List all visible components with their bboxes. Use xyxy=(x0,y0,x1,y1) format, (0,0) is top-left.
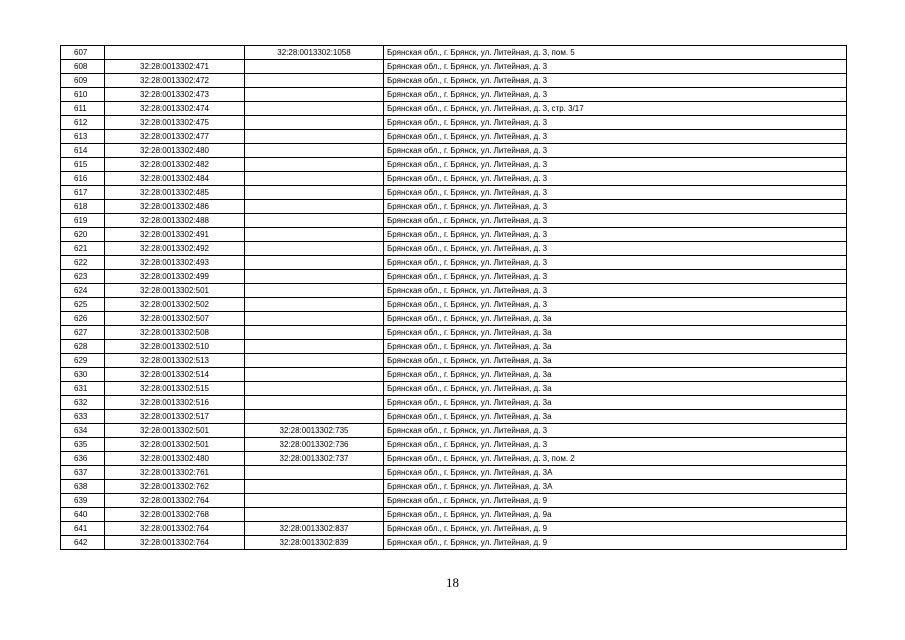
row-number-cell: 629 xyxy=(61,354,105,368)
row-number-cell: 637 xyxy=(61,466,105,480)
table-row xyxy=(61,228,847,242)
row-number-cell: 635 xyxy=(61,438,105,452)
object-number-cell xyxy=(245,480,384,494)
address-cell: Брянская обл., г. Брянск, ул. Литейная, д. 3 xyxy=(384,88,847,102)
parcel-number-cell: 32:28:0013302:507 xyxy=(105,312,245,326)
parcel-number-cell: 32:28:0013302:474 xyxy=(105,102,245,116)
address-cell: Брянская обл., г. Брянск, ул. Литейная, д. 3а xyxy=(384,340,847,354)
object-number-cell xyxy=(245,396,384,410)
object-number-cell xyxy=(245,214,384,228)
row-number-cell: 622 xyxy=(61,256,105,270)
parcel-number-cell: 32:28:0013302:480 xyxy=(105,452,245,466)
row-number-cell: 638 xyxy=(61,480,105,494)
row-number-cell: 620 xyxy=(61,228,105,242)
parcel-number-cell: 32:28:0013302:764 xyxy=(105,536,245,550)
table-row xyxy=(61,214,847,228)
object-number-cell xyxy=(245,298,384,312)
table-row xyxy=(61,60,847,74)
row-number-cell: 615 xyxy=(61,158,105,172)
address-cell: Брянская обл., г. Брянск, ул. Литейная, д. 3 xyxy=(384,172,847,186)
parcel-number-cell: 32:28:0013302:477 xyxy=(105,130,245,144)
address-cell: Брянская обл., г. Брянск, ул. Литейная, д. 3а xyxy=(384,410,847,424)
row-number-cell: 612 xyxy=(61,116,105,130)
object-number-cell xyxy=(245,270,384,284)
table-row xyxy=(61,466,847,480)
object-number-cell xyxy=(245,326,384,340)
parcel-number-cell: 32:28:0013302:764 xyxy=(105,494,245,508)
object-number-cell xyxy=(245,172,384,186)
object-number-cell xyxy=(245,354,384,368)
object-number-cell xyxy=(245,88,384,102)
address-cell: Брянская обл., г. Брянск, ул. Литейная, д. 9 xyxy=(384,494,847,508)
object-number-cell xyxy=(245,74,384,88)
address-cell: Брянская обл., г. Брянск, ул. Литейная, д. 3, пом. 2 xyxy=(384,452,847,466)
object-number-cell xyxy=(245,242,384,256)
table-row xyxy=(61,396,847,410)
object-number-cell xyxy=(245,466,384,480)
parcel-number-cell: 32:28:0013302:493 xyxy=(105,256,245,270)
row-number-cell: 625 xyxy=(61,298,105,312)
table-row xyxy=(61,284,847,298)
table-row xyxy=(61,452,847,466)
address-cell: Брянская обл., г. Брянск, ул. Литейная, д. 3 xyxy=(384,116,847,130)
row-number-cell: 614 xyxy=(61,144,105,158)
row-number-cell: 613 xyxy=(61,130,105,144)
object-number-cell xyxy=(245,340,384,354)
parcel-number-cell: 32:28:0013302:475 xyxy=(105,116,245,130)
parcel-number-cell xyxy=(105,46,245,60)
address-cell: Брянская обл., г. Брянск, ул. Литейная, д. 3 xyxy=(384,158,847,172)
address-cell: Брянская обл., г. Брянск, ул. Литейная, д. 9а xyxy=(384,508,847,522)
parcel-number-cell: 32:28:0013302:480 xyxy=(105,144,245,158)
row-number-cell: 640 xyxy=(61,508,105,522)
parcel-number-cell: 32:28:0013302:513 xyxy=(105,354,245,368)
parcel-number-cell: 32:28:0013302:764 xyxy=(105,522,245,536)
object-number-cell xyxy=(245,130,384,144)
object-number-cell: 32:28:0013302:1058 xyxy=(245,46,384,60)
table-row xyxy=(61,200,847,214)
page-number: 18 xyxy=(446,575,459,590)
address-cell: Брянская обл., г. Брянск, ул. Литейная, д. 3 xyxy=(384,228,847,242)
table-row xyxy=(61,116,847,130)
row-number-cell: 607 xyxy=(61,46,105,60)
parcel-number-cell: 32:28:0013302:485 xyxy=(105,186,245,200)
row-number-cell: 610 xyxy=(61,88,105,102)
parcel-number-cell: 32:28:0013302:510 xyxy=(105,340,245,354)
table-row xyxy=(61,424,847,438)
table-row xyxy=(61,158,847,172)
address-cell: Брянская обл., г. Брянск, ул. Литейная, д. 3 xyxy=(384,200,847,214)
object-number-cell: 32:28:0013302:736 xyxy=(245,438,384,452)
address-cell: Брянская обл., г. Брянск, ул. Литейная, д. 3 xyxy=(384,298,847,312)
cadastral-table xyxy=(60,45,847,550)
table-row xyxy=(61,88,847,102)
object-number-cell xyxy=(245,368,384,382)
address-cell: Брянская обл., г. Брянск, ул. Литейная, д. 3 xyxy=(384,144,847,158)
table-body xyxy=(61,46,847,550)
row-number-cell: 632 xyxy=(61,396,105,410)
row-number-cell: 611 xyxy=(61,102,105,116)
address-cell: Брянская обл., г. Брянск, ул. Литейная, д. 3а xyxy=(384,312,847,326)
row-number-cell: 608 xyxy=(61,60,105,74)
object-number-cell xyxy=(245,200,384,214)
address-cell: Брянская обл., г. Брянск, ул. Литейная, д. 3 xyxy=(384,214,847,228)
object-number-cell: 32:28:0013302:737 xyxy=(245,452,384,466)
row-number-cell: 639 xyxy=(61,494,105,508)
parcel-number-cell: 32:28:0013302:501 xyxy=(105,438,245,452)
table-row xyxy=(61,410,847,424)
parcel-number-cell: 32:28:0013302:486 xyxy=(105,200,245,214)
address-cell: Брянская обл., г. Брянск, ул. Литейная, д. 3, стр. 3/17 xyxy=(384,102,847,116)
row-number-cell: 642 xyxy=(61,536,105,550)
address-cell: Брянская обл., г. Брянск, ул. Литейная, д. 3А xyxy=(384,466,847,480)
parcel-number-cell: 32:28:0013302:499 xyxy=(105,270,245,284)
object-number-cell: 32:28:0013302:735 xyxy=(245,424,384,438)
parcel-number-cell: 32:28:0013302:514 xyxy=(105,368,245,382)
row-number-cell: 631 xyxy=(61,382,105,396)
address-cell: Брянская обл., г. Брянск, ул. Литейная, д. 3 xyxy=(384,424,847,438)
table-row xyxy=(61,298,847,312)
table-row xyxy=(61,74,847,88)
row-number-cell: 634 xyxy=(61,424,105,438)
object-number-cell xyxy=(245,228,384,242)
object-number-cell: 32:28:0013302:839 xyxy=(245,536,384,550)
parcel-number-cell: 32:28:0013302:768 xyxy=(105,508,245,522)
table-row xyxy=(61,186,847,200)
parcel-number-cell: 32:28:0013302:488 xyxy=(105,214,245,228)
parcel-number-cell: 32:28:0013302:482 xyxy=(105,158,245,172)
parcel-number-cell: 32:28:0013302:515 xyxy=(105,382,245,396)
address-cell: Брянская обл., г. Брянск, ул. Литейная, д. 3 xyxy=(384,130,847,144)
object-number-cell xyxy=(245,144,384,158)
parcel-number-cell: 32:28:0013302:471 xyxy=(105,60,245,74)
table-row xyxy=(61,522,847,536)
parcel-number-cell: 32:28:0013302:516 xyxy=(105,396,245,410)
parcel-number-cell: 32:28:0013302:508 xyxy=(105,326,245,340)
parcel-number-cell: 32:28:0013302:491 xyxy=(105,228,245,242)
parcel-number-cell: 32:28:0013302:762 xyxy=(105,480,245,494)
parcel-number-cell: 32:28:0013302:473 xyxy=(105,88,245,102)
table-row xyxy=(61,438,847,452)
parcel-number-cell: 32:28:0013302:501 xyxy=(105,424,245,438)
row-number-cell: 626 xyxy=(61,312,105,326)
row-number-cell: 641 xyxy=(61,522,105,536)
table-row xyxy=(61,46,847,60)
address-cell: Брянская обл., г. Брянск, ул. Литейная, д. 3А xyxy=(384,480,847,494)
address-cell: Брянская обл., г. Брянск, ул. Литейная, д. 9 xyxy=(384,522,847,536)
row-number-cell: 630 xyxy=(61,368,105,382)
object-number-cell xyxy=(245,256,384,270)
row-number-cell: 636 xyxy=(61,452,105,466)
table-row xyxy=(61,172,847,186)
address-cell: Брянская обл., г. Брянск, ул. Литейная, д. 3 xyxy=(384,284,847,298)
address-cell: Брянская обл., г. Брянск, ул. Литейная, д. 3а xyxy=(384,396,847,410)
object-number-cell: 32:28:0013302:837 xyxy=(245,522,384,536)
table-row xyxy=(61,382,847,396)
row-number-cell: 633 xyxy=(61,410,105,424)
table-row xyxy=(61,130,847,144)
object-number-cell xyxy=(245,508,384,522)
address-cell: Брянская обл., г. Брянск, ул. Литейная, д. 3, пом. 5 xyxy=(384,46,847,60)
address-cell: Брянская обл., г. Брянск, ул. Литейная, д. 3 xyxy=(384,60,847,74)
address-cell: Брянская обл., г. Брянск, ул. Литейная, д. 9 xyxy=(384,536,847,550)
address-cell: Брянская обл., г. Брянск, ул. Литейная, д. 3а xyxy=(384,382,847,396)
row-number-cell: 616 xyxy=(61,172,105,186)
table-row xyxy=(61,144,847,158)
row-number-cell: 609 xyxy=(61,74,105,88)
address-cell: Брянская обл., г. Брянск, ул. Литейная, д. 3 xyxy=(384,242,847,256)
address-cell: Брянская обл., г. Брянск, ул. Литейная, д. 3 xyxy=(384,438,847,452)
address-cell: Брянская обл., г. Брянск, ул. Литейная, д. 3 xyxy=(384,74,847,88)
address-cell: Брянская обл., г. Брянск, ул. Литейная, д. 3 xyxy=(384,256,847,270)
row-number-cell: 627 xyxy=(61,326,105,340)
object-number-cell xyxy=(245,186,384,200)
table-row xyxy=(61,494,847,508)
table-row xyxy=(61,508,847,522)
address-cell: Брянская обл., г. Брянск, ул. Литейная, д. 3а xyxy=(384,326,847,340)
parcel-number-cell: 32:28:0013302:502 xyxy=(105,298,245,312)
object-number-cell xyxy=(245,60,384,74)
object-number-cell xyxy=(245,410,384,424)
object-number-cell xyxy=(245,494,384,508)
table-row xyxy=(61,242,847,256)
object-number-cell xyxy=(245,102,384,116)
object-number-cell xyxy=(245,382,384,396)
table-row xyxy=(61,340,847,354)
object-number-cell xyxy=(245,116,384,130)
row-number-cell: 617 xyxy=(61,186,105,200)
address-cell: Брянская обл., г. Брянск, ул. Литейная, д. 3 xyxy=(384,186,847,200)
table-row xyxy=(61,368,847,382)
address-cell: Брянская обл., г. Брянск, ул. Литейная, д. 3а xyxy=(384,368,847,382)
row-number-cell: 624 xyxy=(61,284,105,298)
table-row xyxy=(61,270,847,284)
table-row xyxy=(61,312,847,326)
table-row xyxy=(61,354,847,368)
parcel-number-cell: 32:28:0013302:484 xyxy=(105,172,245,186)
address-cell: Брянская обл., г. Брянск, ул. Литейная, д. 3а xyxy=(384,354,847,368)
row-number-cell: 623 xyxy=(61,270,105,284)
table-row xyxy=(61,536,847,550)
parcel-number-cell: 32:28:0013302:501 xyxy=(105,284,245,298)
table-row xyxy=(61,480,847,494)
row-number-cell: 619 xyxy=(61,214,105,228)
parcel-number-cell: 32:28:0013302:492 xyxy=(105,242,245,256)
table-row xyxy=(61,326,847,340)
object-number-cell xyxy=(245,284,384,298)
table-row xyxy=(61,102,847,116)
table-row xyxy=(61,256,847,270)
address-cell: Брянская обл., г. Брянск, ул. Литейная, д. 3 xyxy=(384,270,847,284)
object-number-cell xyxy=(245,312,384,326)
row-number-cell: 621 xyxy=(61,242,105,256)
parcel-number-cell: 32:28:0013302:517 xyxy=(105,410,245,424)
parcel-number-cell: 32:28:0013302:761 xyxy=(105,466,245,480)
parcel-number-cell: 32:28:0013302:472 xyxy=(105,74,245,88)
object-number-cell xyxy=(245,158,384,172)
row-number-cell: 628 xyxy=(61,340,105,354)
row-number-cell: 618 xyxy=(61,200,105,214)
